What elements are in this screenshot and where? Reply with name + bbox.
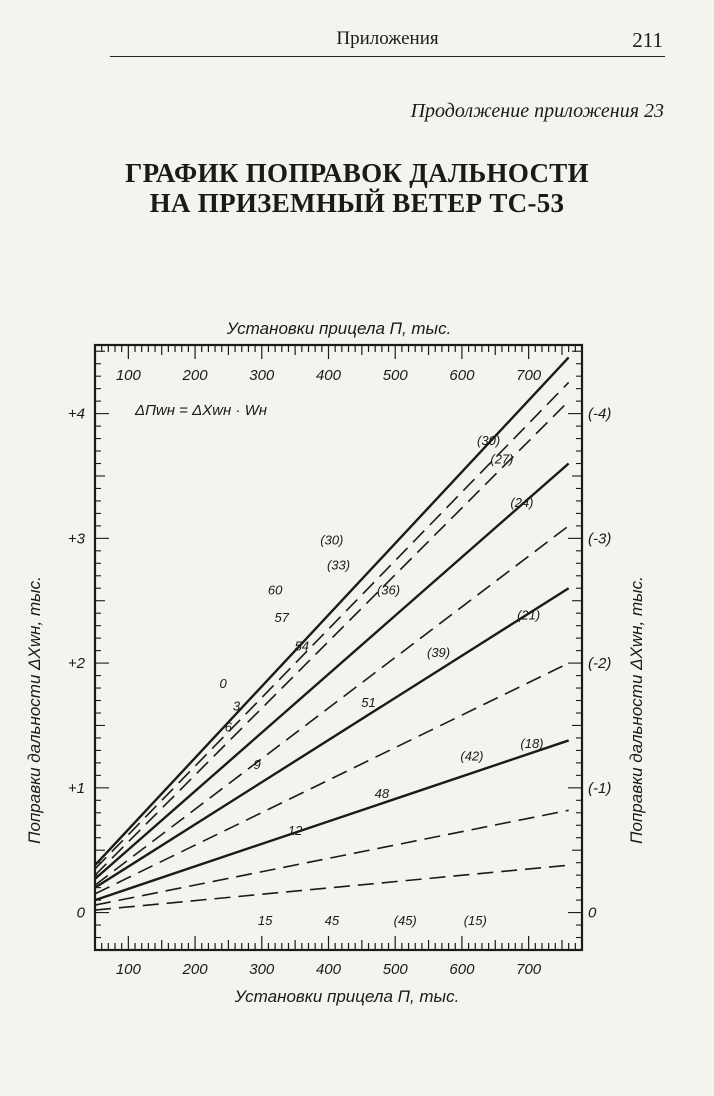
line-annotation: (42) bbox=[460, 748, 484, 764]
right-y-tick-label: (-4) bbox=[588, 405, 612, 423]
bottom-x-axis-title: Установки прицела П, тыс. bbox=[234, 987, 460, 1006]
line-annotation: (15) bbox=[463, 913, 487, 929]
line-annotation: 6 bbox=[224, 719, 233, 735]
bottom-x-tick-label: 500 bbox=[382, 961, 408, 978]
series-line bbox=[95, 588, 569, 887]
right-y-tick-label: (-3) bbox=[588, 530, 612, 548]
series-line bbox=[95, 865, 569, 910]
top-x-tick-label: 700 bbox=[516, 367, 542, 384]
bottom-x-tick-label: 300 bbox=[249, 961, 275, 978]
line-annotation: 0 bbox=[219, 676, 227, 692]
formula-label: ΔПwн = ΔXwн · Wн bbox=[135, 402, 268, 419]
line-annotation: (36) bbox=[376, 582, 401, 598]
top-x-tick-label: 300 bbox=[249, 367, 275, 384]
line-annotation: (18) bbox=[520, 735, 544, 751]
line-annotation: (33) bbox=[326, 557, 351, 573]
right-y-axis-title: Поправки дальности ΔXwн, тыс. bbox=[627, 576, 646, 844]
line-annotation: (24) bbox=[510, 495, 534, 511]
line-annotation: (45) bbox=[393, 913, 417, 929]
bottom-x-tick-label: 100 bbox=[115, 961, 141, 978]
line-annotation: (27) bbox=[490, 451, 514, 467]
continuation-note: Продолжение приложения 23 bbox=[410, 100, 664, 122]
series-line bbox=[95, 740, 569, 900]
line-annotation: 3 bbox=[232, 698, 241, 714]
bottom-x-tick-label: 700 bbox=[516, 961, 542, 978]
right-y-tick-label: (-2) bbox=[588, 655, 612, 673]
series-line bbox=[95, 810, 569, 905]
chart-title bbox=[0, 158, 714, 218]
top-x-tick-label: 600 bbox=[449, 367, 475, 384]
chart-title-line-1: ГРАФИК ПОПРАВОК ДАЛЬНОСТИ bbox=[125, 158, 589, 188]
right-y-tick-label: 0 bbox=[588, 904, 597, 922]
left-y-axis-title: Поправки дальности ΔXwн, тыс. bbox=[25, 576, 44, 844]
chart-title-line-2: НА ПРИЗЕМНЫЙ ВЕТЕР ТС-53 bbox=[149, 188, 565, 218]
series-line bbox=[95, 663, 569, 894]
page-number: 211 bbox=[632, 28, 663, 52]
plot-frame bbox=[95, 345, 582, 950]
series-line bbox=[95, 464, 569, 879]
bottom-x-tick-label: 200 bbox=[182, 961, 208, 978]
chart bbox=[0, 300, 714, 1040]
bottom-x-tick-label: 400 bbox=[315, 961, 342, 978]
line-annotation: 60 bbox=[267, 582, 283, 598]
left-y-tick-label: 0 bbox=[76, 904, 85, 922]
top-x-tick-label: 100 bbox=[115, 367, 141, 384]
left-y-tick-label: +2 bbox=[67, 655, 85, 673]
top-x-tick-label: 200 bbox=[182, 367, 208, 384]
line-annotation: 45 bbox=[324, 913, 340, 929]
line-annotation: 9 bbox=[253, 757, 261, 773]
bottom-x-tick-label: 600 bbox=[449, 961, 475, 978]
series-line bbox=[95, 401, 569, 875]
line-annotation: (21) bbox=[517, 607, 541, 623]
line-annotation: 15 bbox=[257, 913, 273, 929]
chart-frame-group bbox=[95, 345, 582, 950]
line-annotation: (30) bbox=[477, 432, 501, 448]
line-annotation: 12 bbox=[287, 823, 303, 839]
chart-ticks-group bbox=[95, 345, 582, 950]
top-x-tick-label: 400 bbox=[315, 367, 342, 384]
left-y-tick-label: +1 bbox=[67, 779, 85, 797]
running-title: Приложения bbox=[336, 28, 439, 49]
series-line bbox=[95, 526, 569, 885]
top-x-tick-label: 500 bbox=[382, 367, 408, 384]
left-y-tick-label: +4 bbox=[67, 405, 85, 423]
line-annotation: (30) bbox=[320, 532, 344, 548]
line-annotation: (39) bbox=[427, 644, 451, 660]
right-y-tick-label: (-1) bbox=[588, 779, 612, 797]
line-annotation: 48 bbox=[374, 785, 390, 801]
top-x-axis-title: Установки прицела П, тыс. bbox=[226, 319, 452, 338]
line-annotation: 51 bbox=[361, 694, 376, 710]
running-head bbox=[110, 28, 665, 57]
line-annotation: 54 bbox=[294, 638, 310, 654]
line-annotation: 57 bbox=[274, 609, 290, 625]
left-y-tick-label: +3 bbox=[67, 530, 85, 548]
